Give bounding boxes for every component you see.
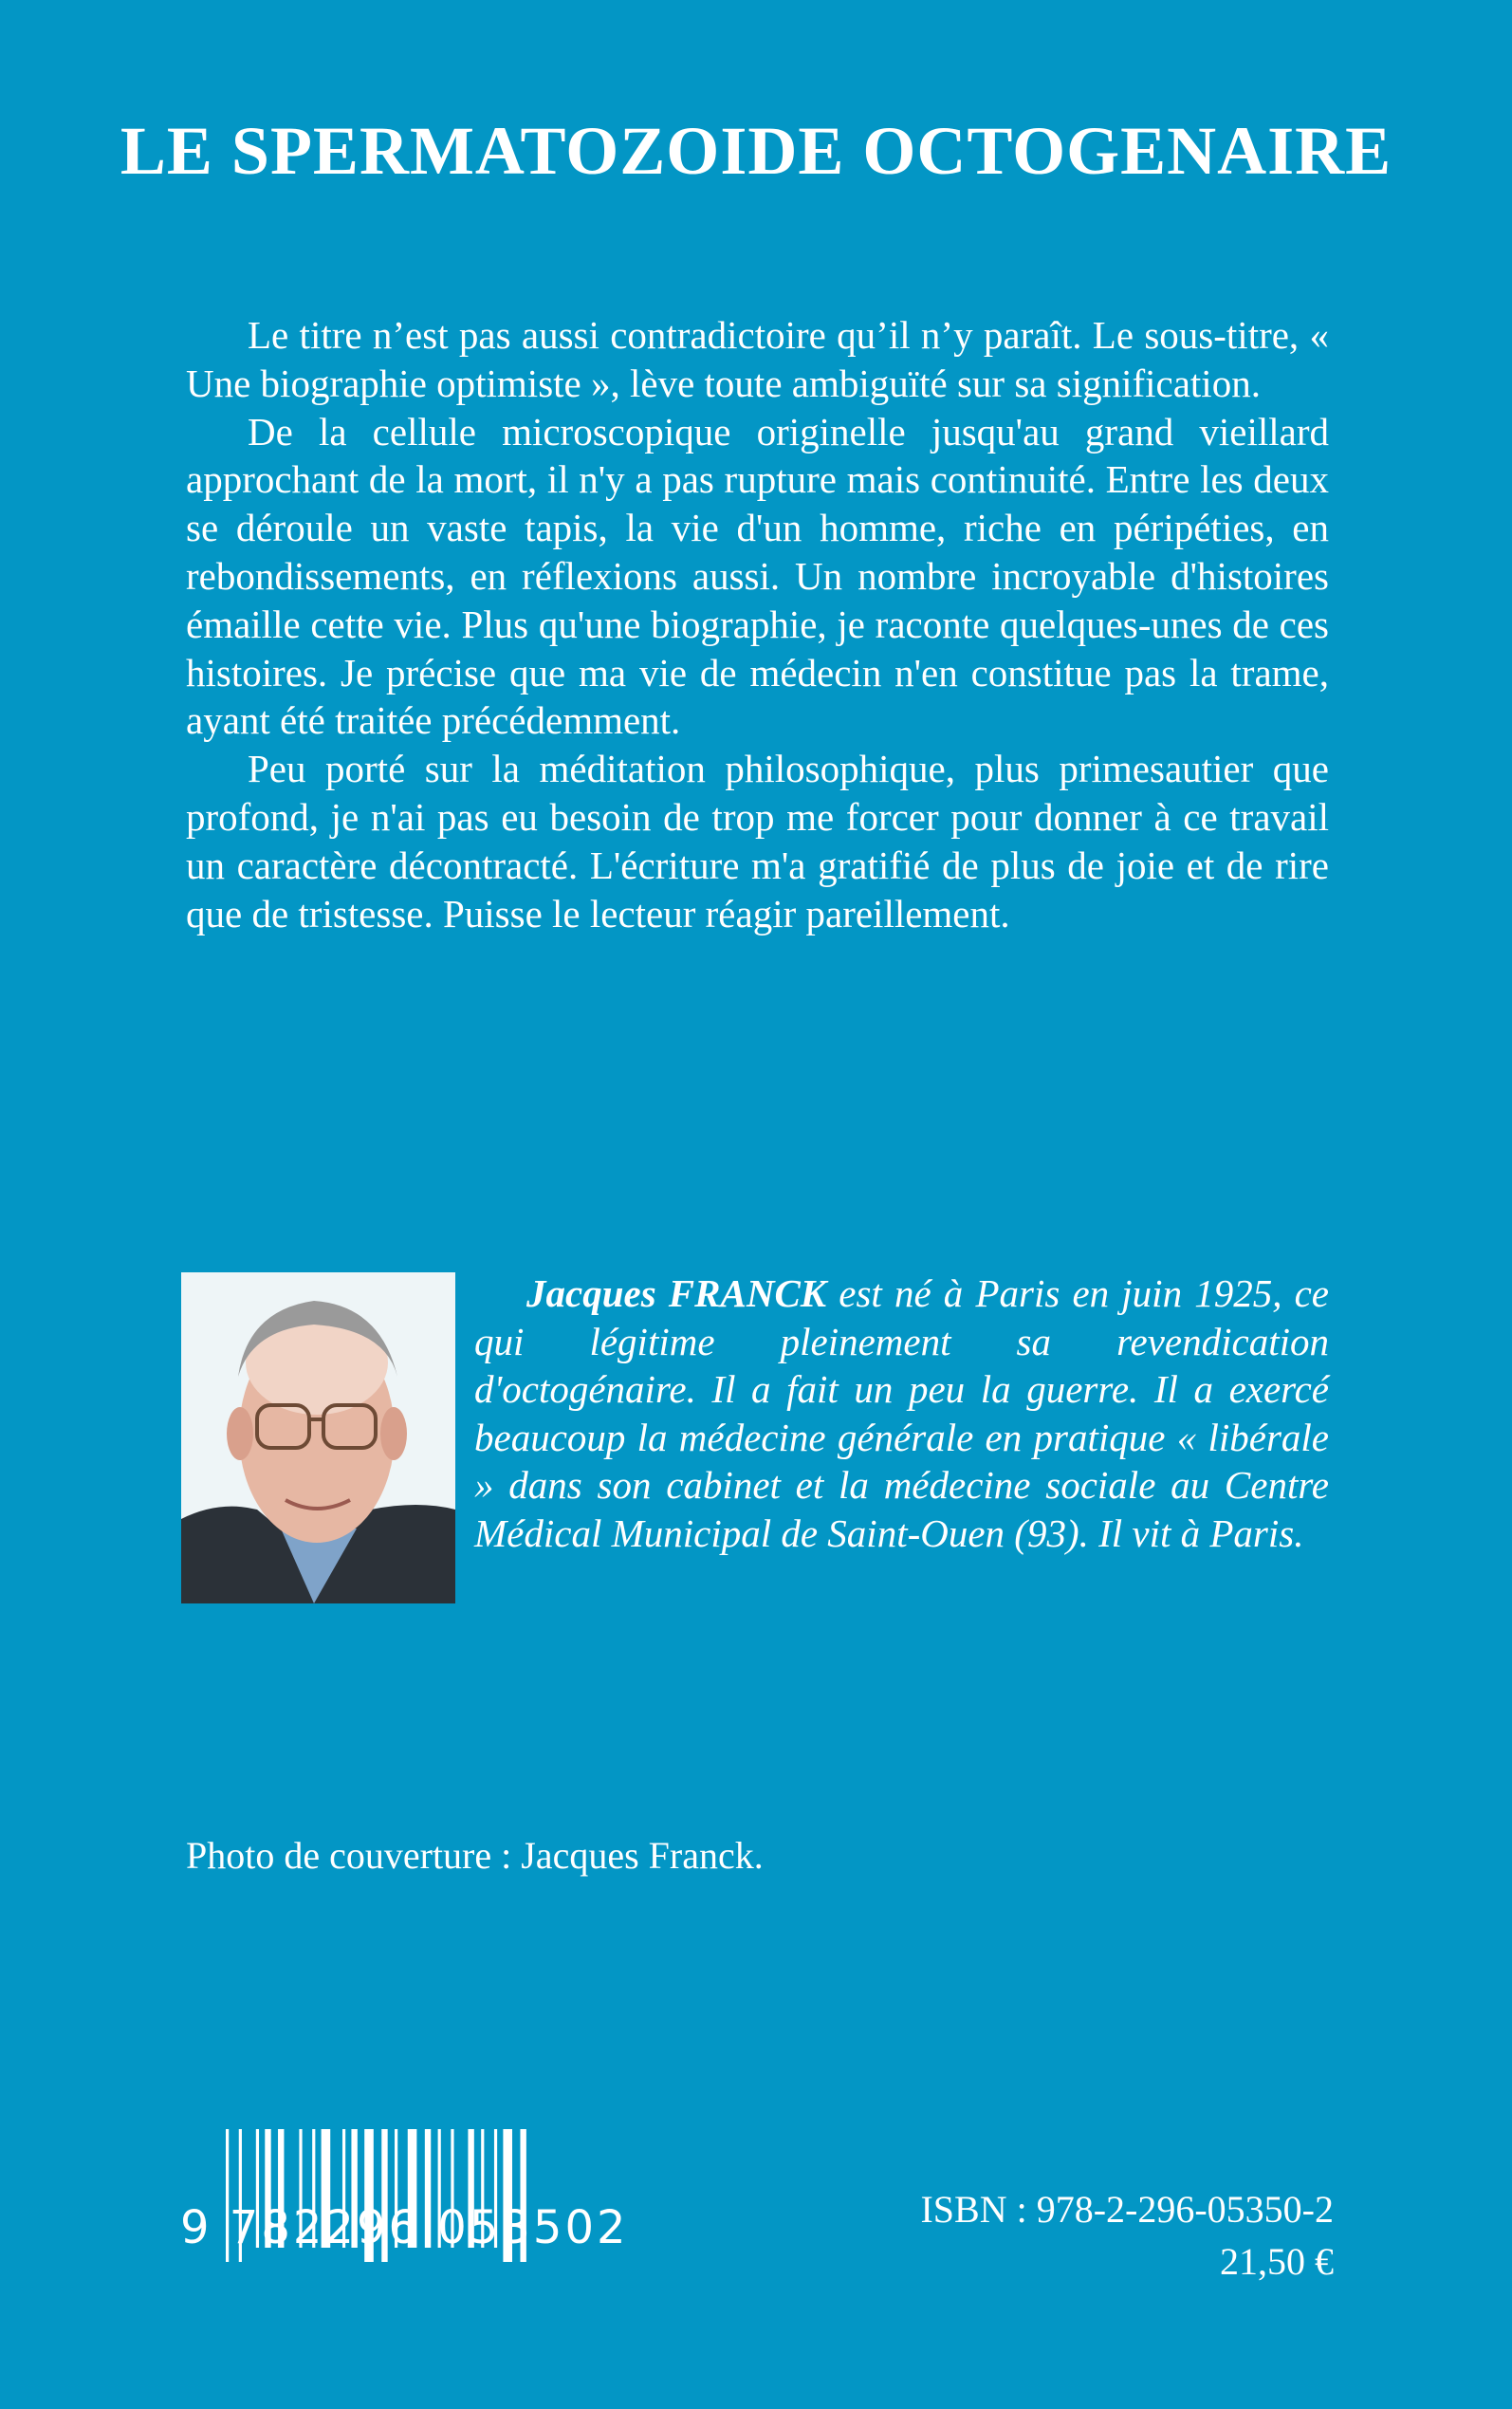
price: 21,50 € <box>1220 2240 1334 2283</box>
blurb-paragraph: Le titre n’est pas aussi contradictoire qu’il n’y paraît. Le sous-titre, « Une biographie optimiste », lève toute ambiguïté sur sa signification. <box>186 313 1329 405</box>
book-title: LE SPERMATOZOIDE OCTOGENAIRE <box>120 113 1392 189</box>
isbn: ISBN : 978-2-296-05350-2 <box>920 2188 1334 2231</box>
author-photo <box>181 1272 455 1603</box>
back-cover-blurb <box>186 311 1329 937</box>
author-bio <box>474 1269 1329 1557</box>
photo-credit: Photo de couverture : Jacques Franck. <box>186 1834 764 1877</box>
author-name: Jacques FRANCK <box>526 1271 827 1315</box>
barcode-digits: 9 782296 053502 <box>180 2201 629 2254</box>
blurb-paragraph: De la cellule microscopique originelle jusqu'au grand vieillard approchant de la mort, il n'y a pas rupture mais continuité. Entre les deux se déroule un vaste tapis, la vie d'un homme, riche en péripéties, en rebondissements, en réflexions aussi. Un nombre incroyable d'histoires émaille cette vie. Plus qu'une biographie, je raconte quelques-unes de ces histoires. Je précise que ma vie de médecin n'en constitue pas la trame, ayant été traitée précédemment. <box>186 409 1329 743</box>
blurb-paragraph: Peu porté sur la méditation philosophique, plus primesautier que profond, je n'ai pas eu besoin de trop me forcer pour donner à ce travail un caractère décontracté. L'écriture m'a gratifié de plus de joie et de rire que de tristesse. Puisse le lecteur réagir pareillement. <box>186 747 1329 936</box>
author-bio-text: est né à Paris en juin 1925, ce qui légitime pleinement sa revendication d'octogénaire. Il a fait un peu la guerre. Il a exercé beaucoup la médecine générale en pratique « libérale » dans son cabinet et la médecine sociale au Centre Médical Municipal de Saint-Ouen (93). Il vit à Paris. <box>474 1271 1329 1555</box>
